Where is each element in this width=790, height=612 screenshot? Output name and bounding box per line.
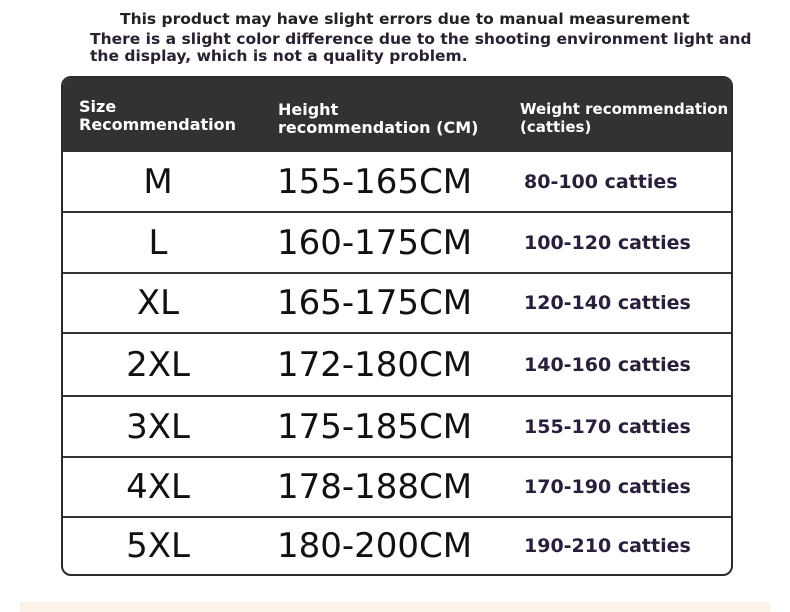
row-size: M — [143, 161, 173, 202]
row-height: 180-200CM — [277, 526, 473, 566]
row-height: 172-180CM — [277, 344, 473, 385]
row-size: 5XL — [126, 526, 190, 566]
table-row — [63, 272, 731, 332]
header-size-line-2: Recommendation — [79, 115, 236, 134]
table-row — [63, 332, 731, 395]
row-size: L — [148, 222, 168, 263]
table-header — [63, 78, 731, 152]
row-weight: 120-140 catties — [524, 292, 691, 314]
row-size: 4XL — [126, 467, 190, 507]
header-height-line-1: Height — [278, 100, 339, 119]
row-weight: 155-170 catties — [524, 415, 691, 438]
header-weight — [520, 100, 728, 136]
table-row — [63, 211, 731, 272]
header-height — [278, 101, 478, 137]
row-size: 3XL — [126, 406, 190, 447]
row-height: 165-175CM — [277, 283, 473, 323]
table-row — [63, 456, 731, 516]
row-weight: 140-160 catties — [524, 353, 691, 376]
row-height: 160-175CM — [277, 222, 473, 263]
header-weight-line-2: (catties) — [520, 118, 592, 136]
row-height: 175-185CM — [277, 406, 473, 447]
row-height: 178-188CM — [277, 467, 473, 507]
table-row — [63, 516, 731, 574]
color-note-line-1: There is a slight color difference due to the shooting environment light and — [90, 30, 752, 48]
header-size — [79, 98, 236, 134]
bottom-strip — [20, 602, 770, 612]
size-chart-table — [61, 76, 733, 576]
row-weight: 80-100 catties — [524, 170, 678, 193]
table-row — [63, 150, 731, 211]
table-row — [63, 395, 731, 456]
color-note-line-2: the display, which is not a quality problem. — [90, 47, 468, 65]
measurement-note: This product may have slight errors due to manual measurement — [120, 10, 690, 28]
header-size-line-1: Size — [79, 97, 117, 116]
row-weight: 170-190 catties — [524, 476, 691, 498]
header-height-line-2: recommendation (CM) — [278, 118, 479, 137]
row-weight: 100-120 catties — [524, 231, 691, 254]
row-size: 2XL — [126, 344, 190, 385]
row-size: XL — [136, 283, 180, 323]
row-weight: 190-210 catties — [524, 535, 691, 557]
row-height: 155-165CM — [277, 161, 473, 202]
header-weight-line-1: Weight recommendation — [520, 100, 729, 118]
